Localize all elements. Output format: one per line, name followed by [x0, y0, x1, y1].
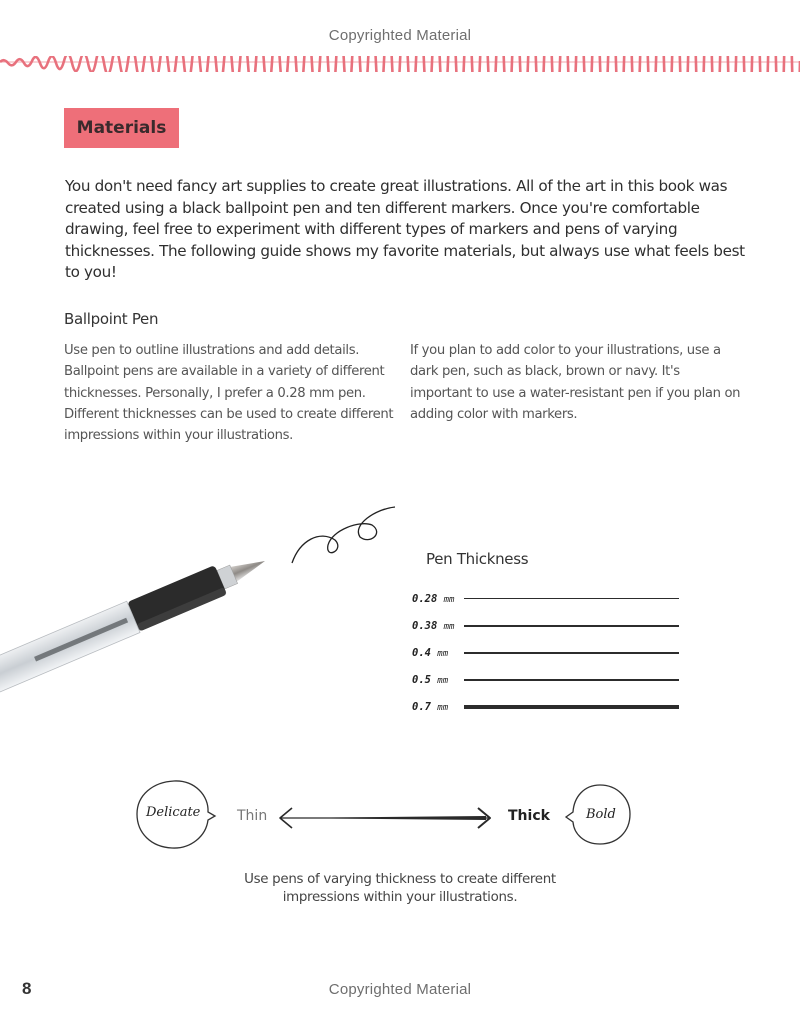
page-number: 8	[22, 979, 32, 998]
scribble-squiggle	[292, 507, 395, 563]
intro-paragraph: You don't need fancy art supplies to create great illustrations. All of the art in this book was created using a black ballpoint pen and ten different markers. Once you're comfortable drawing, feel free to experiment with different types of markers and pens of varying thicknesses. The following guide shows my favorite materials, but always use what feels best to you!	[65, 177, 745, 281]
thickness-line-038	[464, 625, 679, 627]
footer-copyright: Copyrighted Material	[328, 981, 472, 998]
thickness-line-04	[464, 652, 679, 654]
thickness-value: 0.7	[412, 701, 431, 713]
thin-label: Thin	[237, 808, 268, 824]
illustration-caption	[200, 871, 600, 907]
caption-line-1: Use pens of varying thickness to create different	[244, 872, 556, 887]
thickness-row	[412, 700, 692, 714]
pen-thickness-title: Pen Thickness	[426, 550, 529, 568]
thickness-line-028	[464, 598, 679, 599]
thickness-unit: mm	[437, 703, 449, 713]
ballpoint-pen-heading: Ballpoint Pen	[64, 310, 159, 328]
thickness-unit: mm	[443, 622, 455, 632]
thickness-line-05	[464, 679, 679, 682]
thickness-value: 0.28	[412, 593, 438, 605]
thickness-unit: mm	[443, 595, 455, 605]
caption-line-2: impressions within your illustrations.	[282, 890, 518, 905]
thickness-unit: mm	[437, 649, 449, 659]
thickness-row	[412, 619, 692, 633]
section-tag-materials	[64, 108, 179, 148]
thickness-row	[412, 592, 692, 606]
pen-illustration	[0, 495, 400, 715]
section-tag-label: Materials	[76, 118, 167, 138]
thickness-unit: mm	[437, 676, 449, 686]
header-copyright: Copyrighted Material	[328, 27, 472, 44]
bold-label: Bold	[586, 807, 616, 822]
thick-label: Thick	[508, 808, 550, 824]
thickness-value: 0.4	[412, 647, 431, 659]
thickness-line-07	[464, 705, 679, 709]
thickness-row	[412, 646, 692, 660]
ballpoint-column-left: Use pen to outline illustrations and add details. Ballpoint pens are available in a variety of different thicknesses. Personally, I prefer a 0.28 mm pen. Different thicknesses can be used to create different impressions within your illustrations.	[64, 343, 394, 444]
thickness-value: 0.38	[412, 620, 438, 632]
thin-thick-double-arrow	[276, 804, 496, 832]
delicate-label: Delicate	[146, 805, 201, 820]
thickness-value: 0.5	[412, 674, 431, 686]
ballpoint-column-right: If you plan to add color to your illustrations, use a dark pen, such as black, brown or navy. It's important to use a water-resistant pen if you plan on adding color with markers.	[410, 343, 741, 422]
wavy-border-decoration	[0, 56, 800, 72]
thickness-row	[412, 673, 692, 687]
